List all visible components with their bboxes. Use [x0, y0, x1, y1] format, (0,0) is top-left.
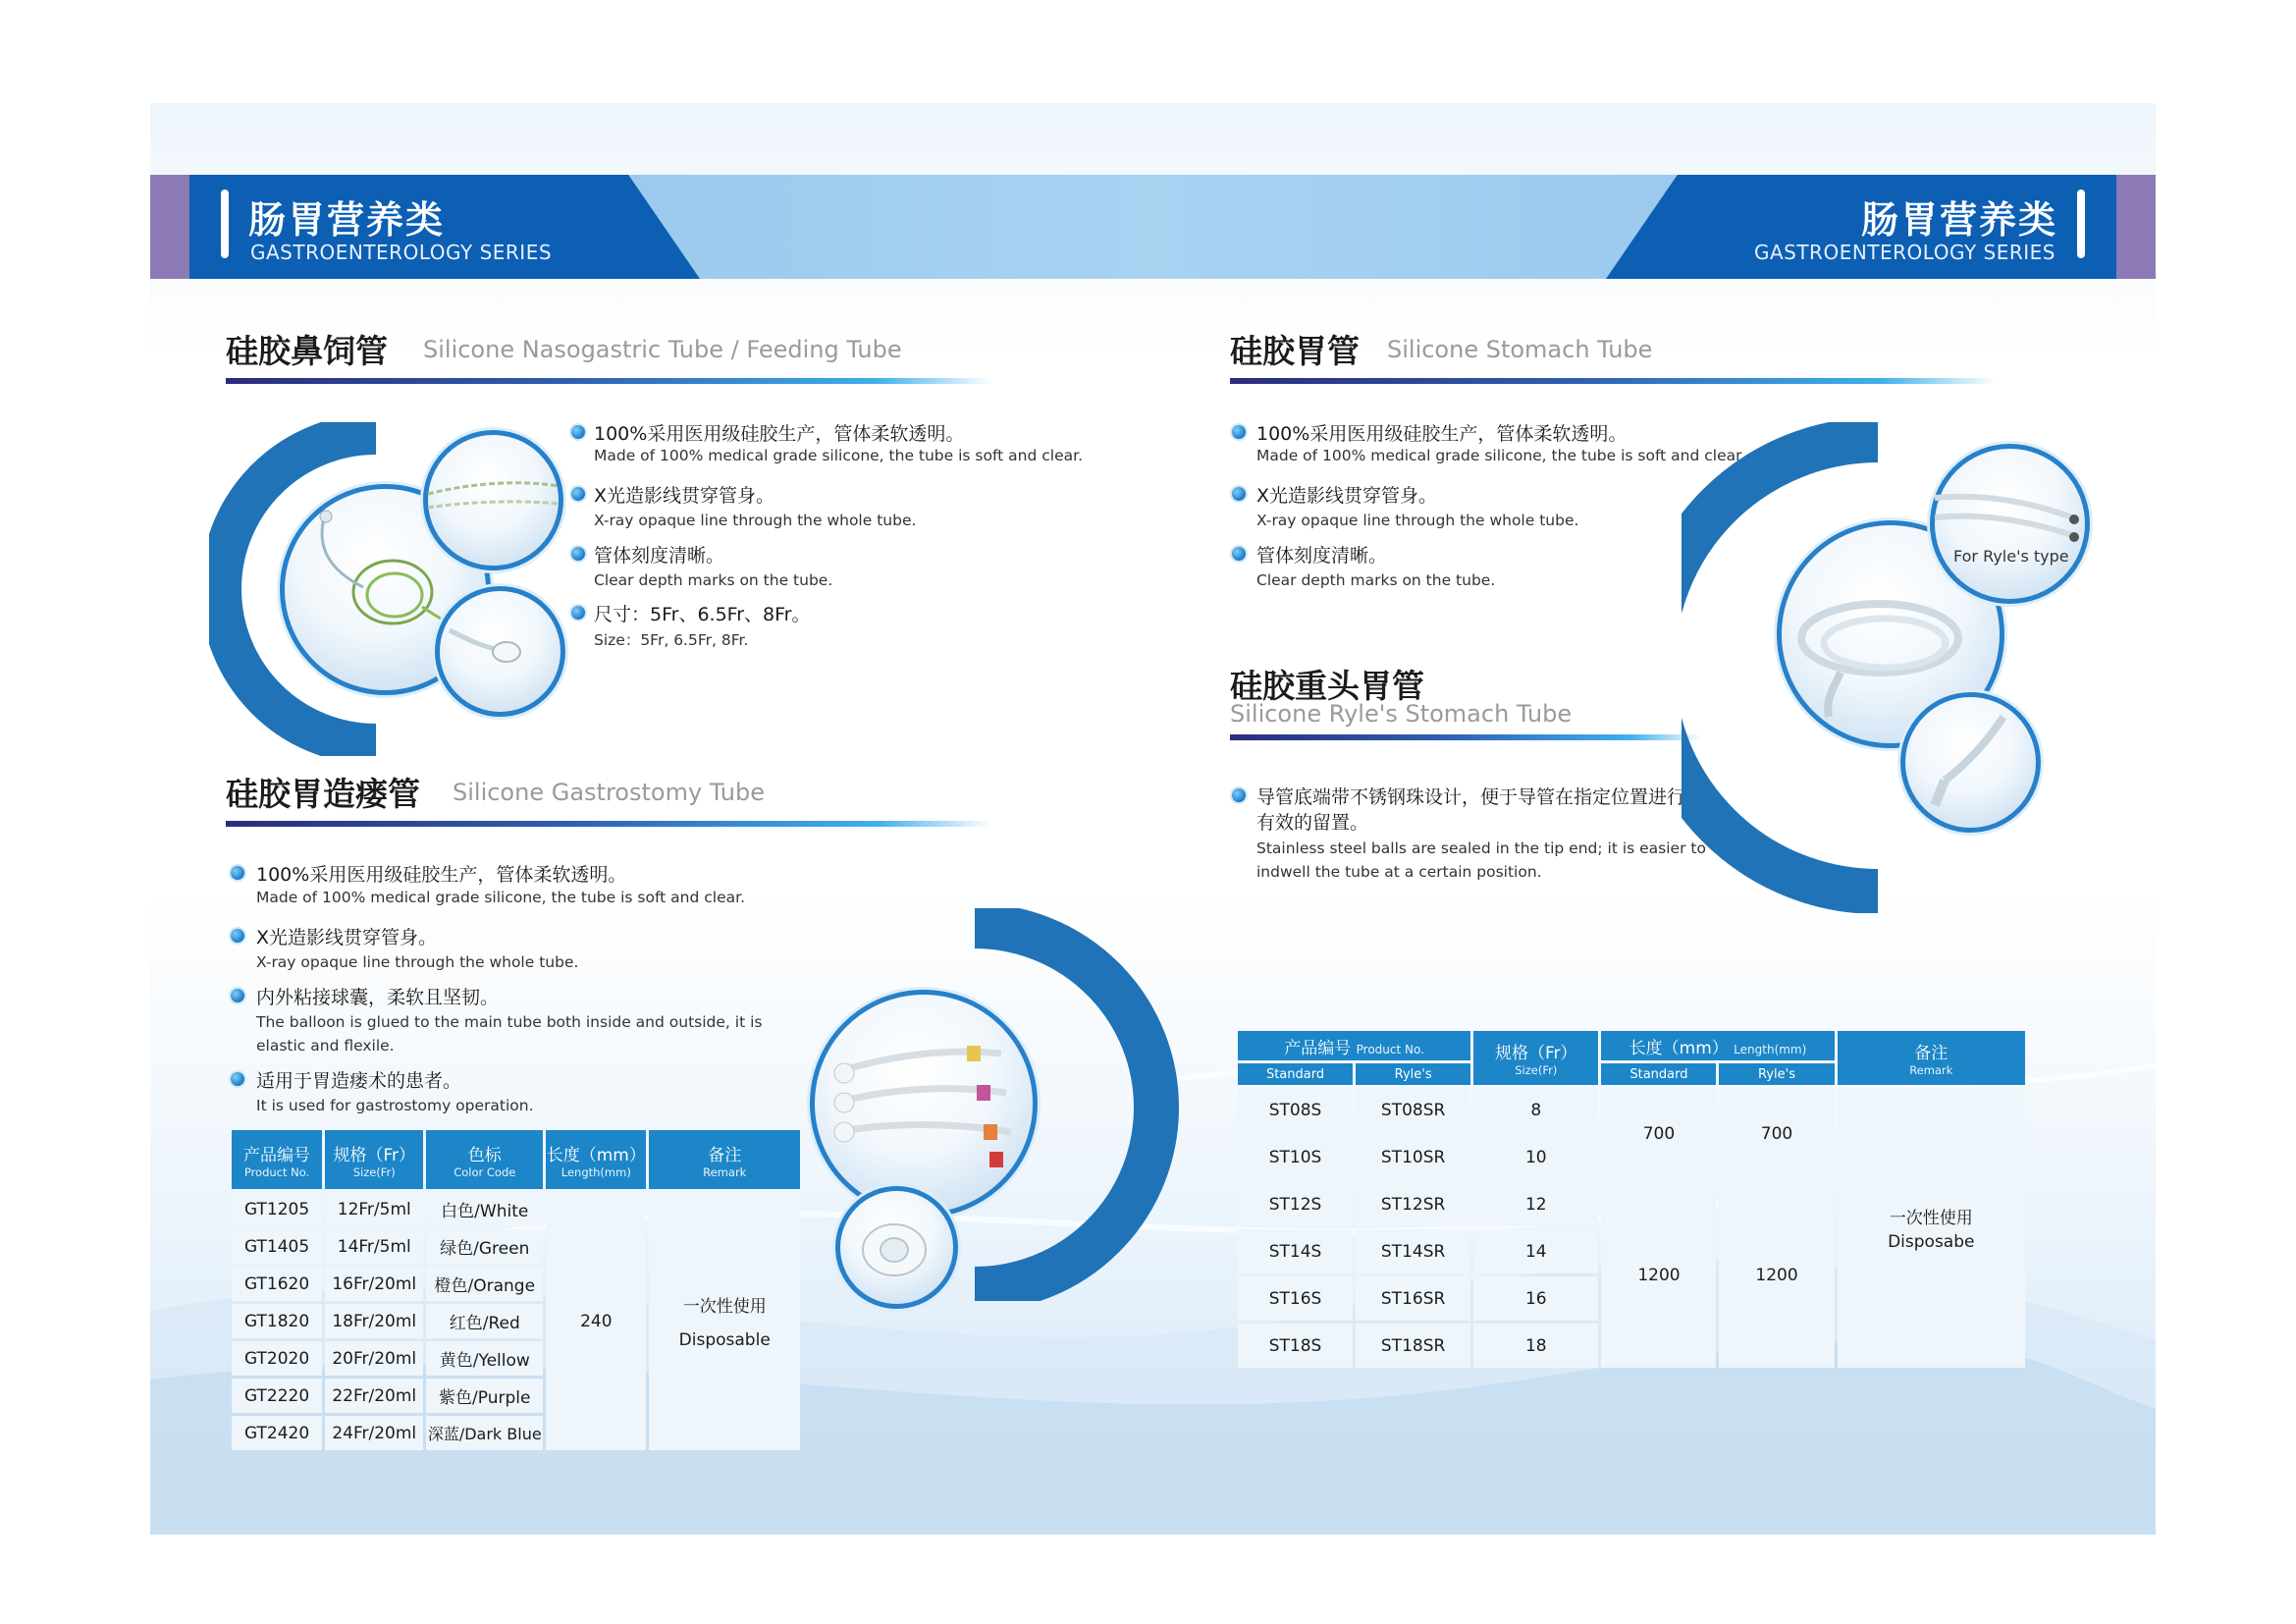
brochure-spread	[150, 103, 2156, 1535]
gt-cell-color: 红色/Red	[426, 1304, 543, 1338]
gt-cell-color: 黄色/Yellow	[426, 1341, 543, 1376]
gastrostomy-title-en: Silicone Gastrostomy Tube	[453, 779, 765, 806]
stomach-image-ryles	[1930, 444, 2090, 604]
nasogastric-feature-2-en: X-ray opaque line through the whole tube.	[594, 512, 917, 529]
st-cell-size: 14	[1473, 1229, 1598, 1273]
st-cell-size: 8	[1473, 1088, 1598, 1132]
nasogastric-feature-1: 100%采用医用级硅胶生产，管体柔软透明。	[594, 423, 965, 445]
bullet-icon	[1232, 547, 1246, 561]
bullet-icon	[571, 425, 585, 439]
nasogastric-feature-3-en: Clear depth marks on the tube.	[594, 571, 833, 589]
nasogastric-image-tube	[423, 430, 563, 570]
stomach-image-connector	[1900, 692, 2041, 833]
gastrostomy-image-main	[810, 990, 1038, 1218]
gt-cell-size: 12Fr/5ml	[325, 1192, 423, 1226]
st-cell-size: 10	[1473, 1135, 1598, 1179]
ryles-title: 硅胶重头胃管	[1230, 667, 1424, 705]
gt-cell-size: 18Fr/20ml	[325, 1304, 423, 1338]
stomach-underline	[1230, 378, 1996, 384]
ryles-feature-cn-1: 导管底端带不锈钢珠设计，便于导管在指定位置进行	[1256, 786, 1686, 808]
stomach-title: 硅胶胃管	[1230, 332, 1360, 370]
header-subtitle-left: GASTROENTEROLOGY SERIES	[250, 241, 553, 264]
stomach-table	[1235, 1028, 2028, 1371]
ryles-title-en: Silicone Ryle's Stomach Tube	[1230, 700, 1573, 728]
st-header-len-ryles: Ryle's	[1719, 1063, 1834, 1085]
gt-cell-color: 深蓝/Dark Blue	[426, 1416, 543, 1450]
stomach-title-en: Silicone Stomach Tube	[1387, 336, 1653, 363]
st-cell-ryles: ST08SR	[1356, 1088, 1470, 1132]
ryles-underline	[1230, 734, 1701, 740]
st-header-ryles: Ryle's	[1356, 1063, 1470, 1085]
st-cell-standard: ST16S	[1238, 1276, 1353, 1321]
stomach-feature-2-en: X-ray opaque line through the whole tube.	[1256, 512, 1579, 529]
gastrostomy-feature-1: 100%采用医用级硅胶生产，管体柔软透明。	[256, 864, 627, 886]
nasogastric-feature-2: X光造影线贯穿管身。	[594, 485, 775, 507]
st-header-remark: 备注 Remark	[1838, 1031, 2025, 1085]
st-cell-ryles: ST16SR	[1356, 1276, 1470, 1321]
nasogastric-feature-3: 管体刻度清晰。	[594, 545, 725, 567]
gt-header-remark: 备注 Remark	[649, 1130, 800, 1189]
st-header-len-standard: Standard	[1601, 1063, 1716, 1085]
gastrostomy-title: 硅胶胃造瘘管	[226, 775, 420, 813]
gastrostomy-feature-4: 适用于胃造瘘术的患者。	[256, 1070, 462, 1092]
gt-cell-color: 绿色/Green	[426, 1229, 543, 1264]
tube-marks-icon	[428, 435, 559, 566]
gt-cell-size: 14Fr/5ml	[325, 1229, 423, 1264]
st-header-length: 长度（mm） Length(mm)	[1601, 1031, 1834, 1060]
st-cell-remark: 一次性使用 Disposabe	[1838, 1088, 2025, 1368]
gt-cell-size: 22Fr/20ml	[325, 1379, 423, 1413]
gastrostomy-feature-3-en-1: The balloon is glued to the main tube both inside and outside, it is	[256, 1013, 763, 1031]
gt-cell-size: 16Fr/20ml	[325, 1267, 423, 1301]
bullet-icon	[231, 929, 244, 943]
st-cell-size: 12	[1473, 1182, 1598, 1226]
gt-cell-color: 橙色/Orange	[426, 1267, 543, 1301]
gastrostomy-table	[229, 1127, 803, 1453]
stomach-connector-icon	[1905, 697, 2036, 828]
connector-icon	[440, 591, 561, 712]
header-title-right: 肠胃营养类	[1860, 198, 2057, 242]
gt-cell-no: GT1820	[232, 1304, 322, 1338]
nasogastric-feature-4: 尺寸：5Fr、6.5Fr、8Fr。	[594, 604, 811, 625]
st-cell-ryles: ST12SR	[1356, 1182, 1470, 1226]
gastrostomy-feature-3-en-2: elastic and flexile.	[256, 1037, 395, 1055]
st-cell-ryles: ST14SR	[1356, 1229, 1470, 1273]
ryles-tube-icon	[1935, 449, 2085, 599]
table-row	[1238, 1088, 2025, 1132]
gt-cell-no: GT2220	[232, 1379, 322, 1413]
nasogastric-feature-1-en: Made of 100% medical grade silicone, the tube is soft and clear.	[594, 447, 1083, 464]
gastrostomy-feature-2: X光造影线贯穿管身。	[256, 927, 438, 948]
header-bar-right-icon	[2077, 189, 2085, 258]
bullet-icon	[1232, 425, 1246, 439]
header-accent-left	[150, 175, 189, 279]
gt-cell-remark: 一次性使用 Disposable	[649, 1192, 800, 1450]
gt-cell-size: 24Fr/20ml	[325, 1416, 423, 1450]
balloon-tubes-icon	[815, 995, 1033, 1213]
gastrostomy-image-balloon	[835, 1186, 958, 1309]
st-cell-standard: ST18S	[1238, 1324, 1353, 1368]
st-cell-len-ryles-long: 1200	[1719, 1182, 1834, 1368]
gastrostomy-feature-3: 内外粘接球囊，柔软且坚韧。	[256, 987, 500, 1008]
gastrostomy-feature-1-en: Made of 100% medical grade silicone, the tube is soft and clear.	[256, 889, 745, 906]
ryles-feature-en-1: Stainless steel balls are sealed in the tip end; it is easier to	[1256, 839, 1706, 857]
bullet-icon	[231, 989, 244, 1002]
bullet-icon	[571, 487, 585, 501]
nasogastric-title-en: Silicone Nasogastric Tube / Feeding Tube	[423, 336, 902, 363]
st-cell-standard: ST12S	[1238, 1182, 1353, 1226]
st-header-no: 产品编号 Product No.	[1238, 1031, 1470, 1060]
gt-header-length: 长度（mm） Length(mm)	[546, 1130, 646, 1189]
gt-cell-no: GT1620	[232, 1267, 322, 1301]
header-title-left: 肠胃营养类	[248, 198, 446, 242]
ryles-type-label: For Ryle's type	[1953, 547, 2069, 566]
st-cell-len-standard-long: 1200	[1601, 1182, 1716, 1368]
st-cell-standard: ST08S	[1238, 1088, 1353, 1132]
header-bar-left-icon	[221, 189, 229, 258]
gt-cell-no: GT2020	[232, 1341, 322, 1376]
st-cell-ryles: ST10SR	[1356, 1135, 1470, 1179]
bullet-icon	[1232, 487, 1246, 501]
gt-cell-color: 白色/White	[426, 1192, 543, 1226]
st-cell-len-standard-short: 700	[1601, 1088, 1716, 1179]
st-cell-size: 16	[1473, 1276, 1598, 1321]
ryles-feature-en-2: indwell the tube at a certain position.	[1256, 863, 1542, 881]
gt-cell-no: GT1205	[232, 1192, 322, 1226]
st-cell-len-ryles-short: 700	[1719, 1088, 1834, 1179]
gt-cell-no: GT2420	[232, 1416, 322, 1450]
gastrostomy-feature-4-en: It is used for gastrostomy operation.	[256, 1097, 534, 1114]
nasogastric-image-connector	[435, 586, 565, 717]
bullet-icon	[571, 547, 585, 561]
stomach-feature-1-en: Made of 100% medical grade silicone, the tube is soft and clear.	[1256, 447, 1745, 464]
stomach-feature-1: 100%采用医用级硅胶生产，管体柔软透明。	[1256, 423, 1628, 445]
nasogastric-underline	[226, 378, 991, 384]
table-row	[232, 1192, 800, 1226]
gt-header-no: 产品编号 Product No.	[232, 1130, 322, 1189]
stomach-feature-2: X光造影线贯穿管身。	[1256, 485, 1438, 507]
header-accent-right	[2116, 175, 2156, 279]
st-cell-size: 18	[1473, 1324, 1598, 1368]
st-cell-ryles: ST18SR	[1356, 1324, 1470, 1368]
ryles-feature-cn-2: 有效的留置。	[1256, 812, 1369, 834]
st-cell-standard: ST10S	[1238, 1135, 1353, 1179]
gt-header-size: 规格（Fr） Size(Fr)	[325, 1130, 423, 1189]
balloon-icon	[840, 1191, 953, 1304]
gastrostomy-feature-2-en: X-ray opaque line through the whole tube.	[256, 953, 579, 971]
st-header-size: 规格（Fr） Size(Fr)	[1473, 1031, 1598, 1085]
nasogastric-feature-4-en: Size：5Fr, 6.5Fr, 8Fr.	[594, 631, 749, 649]
gt-cell-size: 20Fr/20ml	[325, 1341, 423, 1376]
gt-header-color: 色标 Color Code	[426, 1130, 543, 1189]
st-header-standard: Standard	[1238, 1063, 1353, 1085]
gastrostomy-underline	[226, 821, 991, 827]
bullet-icon	[571, 606, 585, 620]
stomach-feature-3: 管体刻度清晰。	[1256, 545, 1388, 567]
nasogastric-title: 硅胶鼻饲管	[226, 332, 388, 370]
gt-cell-no: GT1405	[232, 1229, 322, 1264]
gt-cell-color: 紫色/Purple	[426, 1379, 543, 1413]
stomach-feature-3-en: Clear depth marks on the tube.	[1256, 571, 1496, 589]
bullet-icon	[1232, 788, 1246, 802]
bullet-icon	[231, 1072, 244, 1086]
gt-cell-length: 240	[546, 1192, 646, 1450]
bullet-icon	[231, 866, 244, 880]
header-subtitle-right: GASTROENTEROLOGY SERIES	[1753, 241, 2056, 264]
st-cell-standard: ST14S	[1238, 1229, 1353, 1273]
